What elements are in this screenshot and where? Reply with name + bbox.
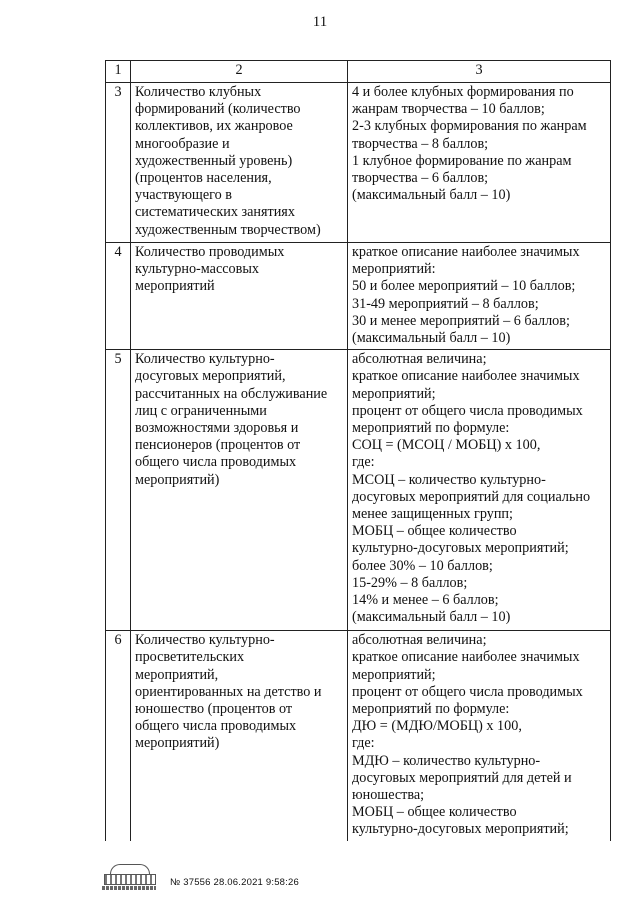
criterion-line: общего числа проводимых	[135, 718, 297, 735]
scoring-line: (максимальный балл – 10)	[352, 609, 511, 626]
criterion-line: художественным творчеством)	[135, 221, 321, 238]
scoring-line: абсолютная величина;	[352, 632, 487, 649]
criterion-cell	[131, 350, 348, 631]
criterion-line: формирований (количество	[135, 101, 301, 118]
table-row	[106, 83, 611, 243]
scoring-line: краткое описание наиболее значимых	[352, 244, 580, 260]
row-number: 6	[106, 631, 131, 841]
scoring-line: (максимальный балл – 10)	[352, 330, 511, 347]
archive-stamp-image	[100, 862, 158, 892]
criterion-line: юношество (процентов от	[135, 701, 293, 718]
criterion-line: ориентированных на детство и	[135, 683, 322, 700]
scoring-line: 2-3 клубных формирования по жанрам	[352, 118, 587, 135]
scoring-line: досуговых мероприятий для детей и	[352, 769, 572, 786]
scoring-line: культурно-досуговых мероприятий;	[352, 540, 569, 557]
criterion-line: мероприятий	[135, 278, 215, 295]
scoring-line: (максимальный балл – 10)	[352, 187, 511, 204]
criterion-line: (процентов населения,	[135, 170, 272, 187]
scoring-line: МОБЦ – общее количество	[352, 523, 517, 540]
criterion-cell	[131, 243, 348, 350]
footer	[100, 862, 299, 892]
scoring-line: менее защищенных групп;	[352, 506, 513, 523]
table-row	[106, 350, 611, 631]
criterion-line: рассчитанных на обслуживание	[135, 385, 328, 402]
scoring-line: ДЮ = (МДЮ/МОБЦ) х 100,	[352, 718, 522, 735]
scoring-line: более 30% – 10 баллов;	[352, 557, 493, 574]
scoring-line: МСОЦ – количество культурно-	[352, 471, 546, 488]
scoring-line: 15-29% – 8 баллов;	[352, 574, 468, 591]
scoring-cell	[348, 631, 611, 841]
criterion-line: мероприятий)	[135, 735, 220, 752]
criterion-line: коллективов, их жанровое	[135, 118, 293, 135]
criterion-line: Количество проводимых	[135, 244, 285, 260]
page-number: 11	[312, 14, 328, 30]
criterion-line: лиц с ограниченными	[135, 402, 267, 419]
row-number: 3	[106, 83, 131, 243]
scoring-line: МОБЦ – общее количество	[352, 804, 517, 821]
row-number: 4	[106, 243, 131, 350]
criterion-line: досуговых мероприятий,	[135, 368, 286, 385]
column-header-1: 1	[106, 61, 131, 83]
criterion-line: участвующего в	[135, 187, 232, 204]
scoring-cell	[348, 83, 611, 243]
scoring-cell	[348, 243, 611, 350]
scoring-line: абсолютная величина;	[352, 351, 487, 368]
scoring-line: 30 и менее мероприятий – 6 баллов;	[352, 312, 570, 329]
scoring-line: 50 и более мероприятий – 10 баллов;	[352, 278, 576, 295]
table-row	[106, 243, 611, 350]
criterion-line: мероприятий,	[135, 666, 219, 683]
scoring-line: СОЦ = (МСОЦ / МОБЦ) х 100,	[352, 437, 541, 454]
scoring-line: 31-49 мероприятий – 8 баллов;	[352, 295, 539, 312]
scoring-cell	[348, 350, 611, 631]
criterion-line: Количество культурно-	[135, 351, 275, 368]
criterion-cell	[131, 83, 348, 243]
criterion-line: общего числа проводимых	[135, 454, 297, 471]
document-registration-stamp: № 37556 28.06.2021 9:58:26	[170, 877, 299, 888]
criterion-line: культурно-массовых	[135, 261, 259, 278]
criterion-line: возможностями здоровья и	[135, 420, 299, 437]
criterion-line: систематических занятиях	[135, 204, 295, 221]
scoring-line: краткое описание наиболее значимых	[352, 368, 580, 385]
scoring-line: краткое описание наиболее значимых	[352, 649, 580, 666]
scoring-line: процент от общего числа проводимых	[352, 683, 583, 700]
scoring-line: жанрам творчества – 10 баллов;	[352, 101, 545, 118]
criterion-line: многообразие и	[135, 135, 230, 152]
table-header-row	[106, 61, 611, 83]
scoring-line: досуговых мероприятий для социально	[352, 488, 591, 505]
scoring-line: процент от общего числа проводимых	[352, 402, 583, 419]
row-number: 5	[106, 350, 131, 631]
criterion-line: мероприятий)	[135, 471, 220, 488]
scoring-line: мероприятий;	[352, 385, 436, 402]
scoring-line: где:	[352, 454, 375, 471]
scoring-line: 4 и более клубных формирования по	[352, 84, 574, 100]
column-header-2: 2	[131, 61, 348, 83]
table-row	[106, 631, 611, 841]
scoring-line: МДЮ – количество культурно-	[352, 752, 541, 769]
scoring-line: мероприятий по формуле:	[352, 701, 510, 718]
scoring-line: юношества;	[352, 787, 425, 804]
criteria-table	[105, 60, 611, 841]
criterion-line: Количество культурно-	[135, 632, 275, 649]
scoring-line: 14% и менее – 6 баллов;	[352, 592, 499, 609]
scoring-line: творчества – 8 баллов;	[352, 135, 489, 152]
scoring-line: мероприятий:	[352, 261, 436, 278]
scoring-line: мероприятий;	[352, 666, 436, 683]
scoring-line: мероприятий по формуле:	[352, 420, 510, 437]
criterion-cell	[131, 631, 348, 841]
scoring-line: творчества – 6 баллов;	[352, 170, 489, 187]
criterion-line: художественный уровень)	[135, 152, 293, 169]
criterion-line: просветительских	[135, 649, 245, 666]
criterion-line: Количество клубных	[135, 84, 262, 100]
criterion-line: пенсионеров (процентов от	[135, 437, 301, 454]
scoring-line: где:	[352, 735, 375, 752]
scoring-line: культурно-досуговых мероприятий;	[352, 821, 569, 838]
column-header-3: 3	[348, 61, 611, 83]
scoring-line: 1 клубное формирование по жанрам	[352, 152, 572, 169]
